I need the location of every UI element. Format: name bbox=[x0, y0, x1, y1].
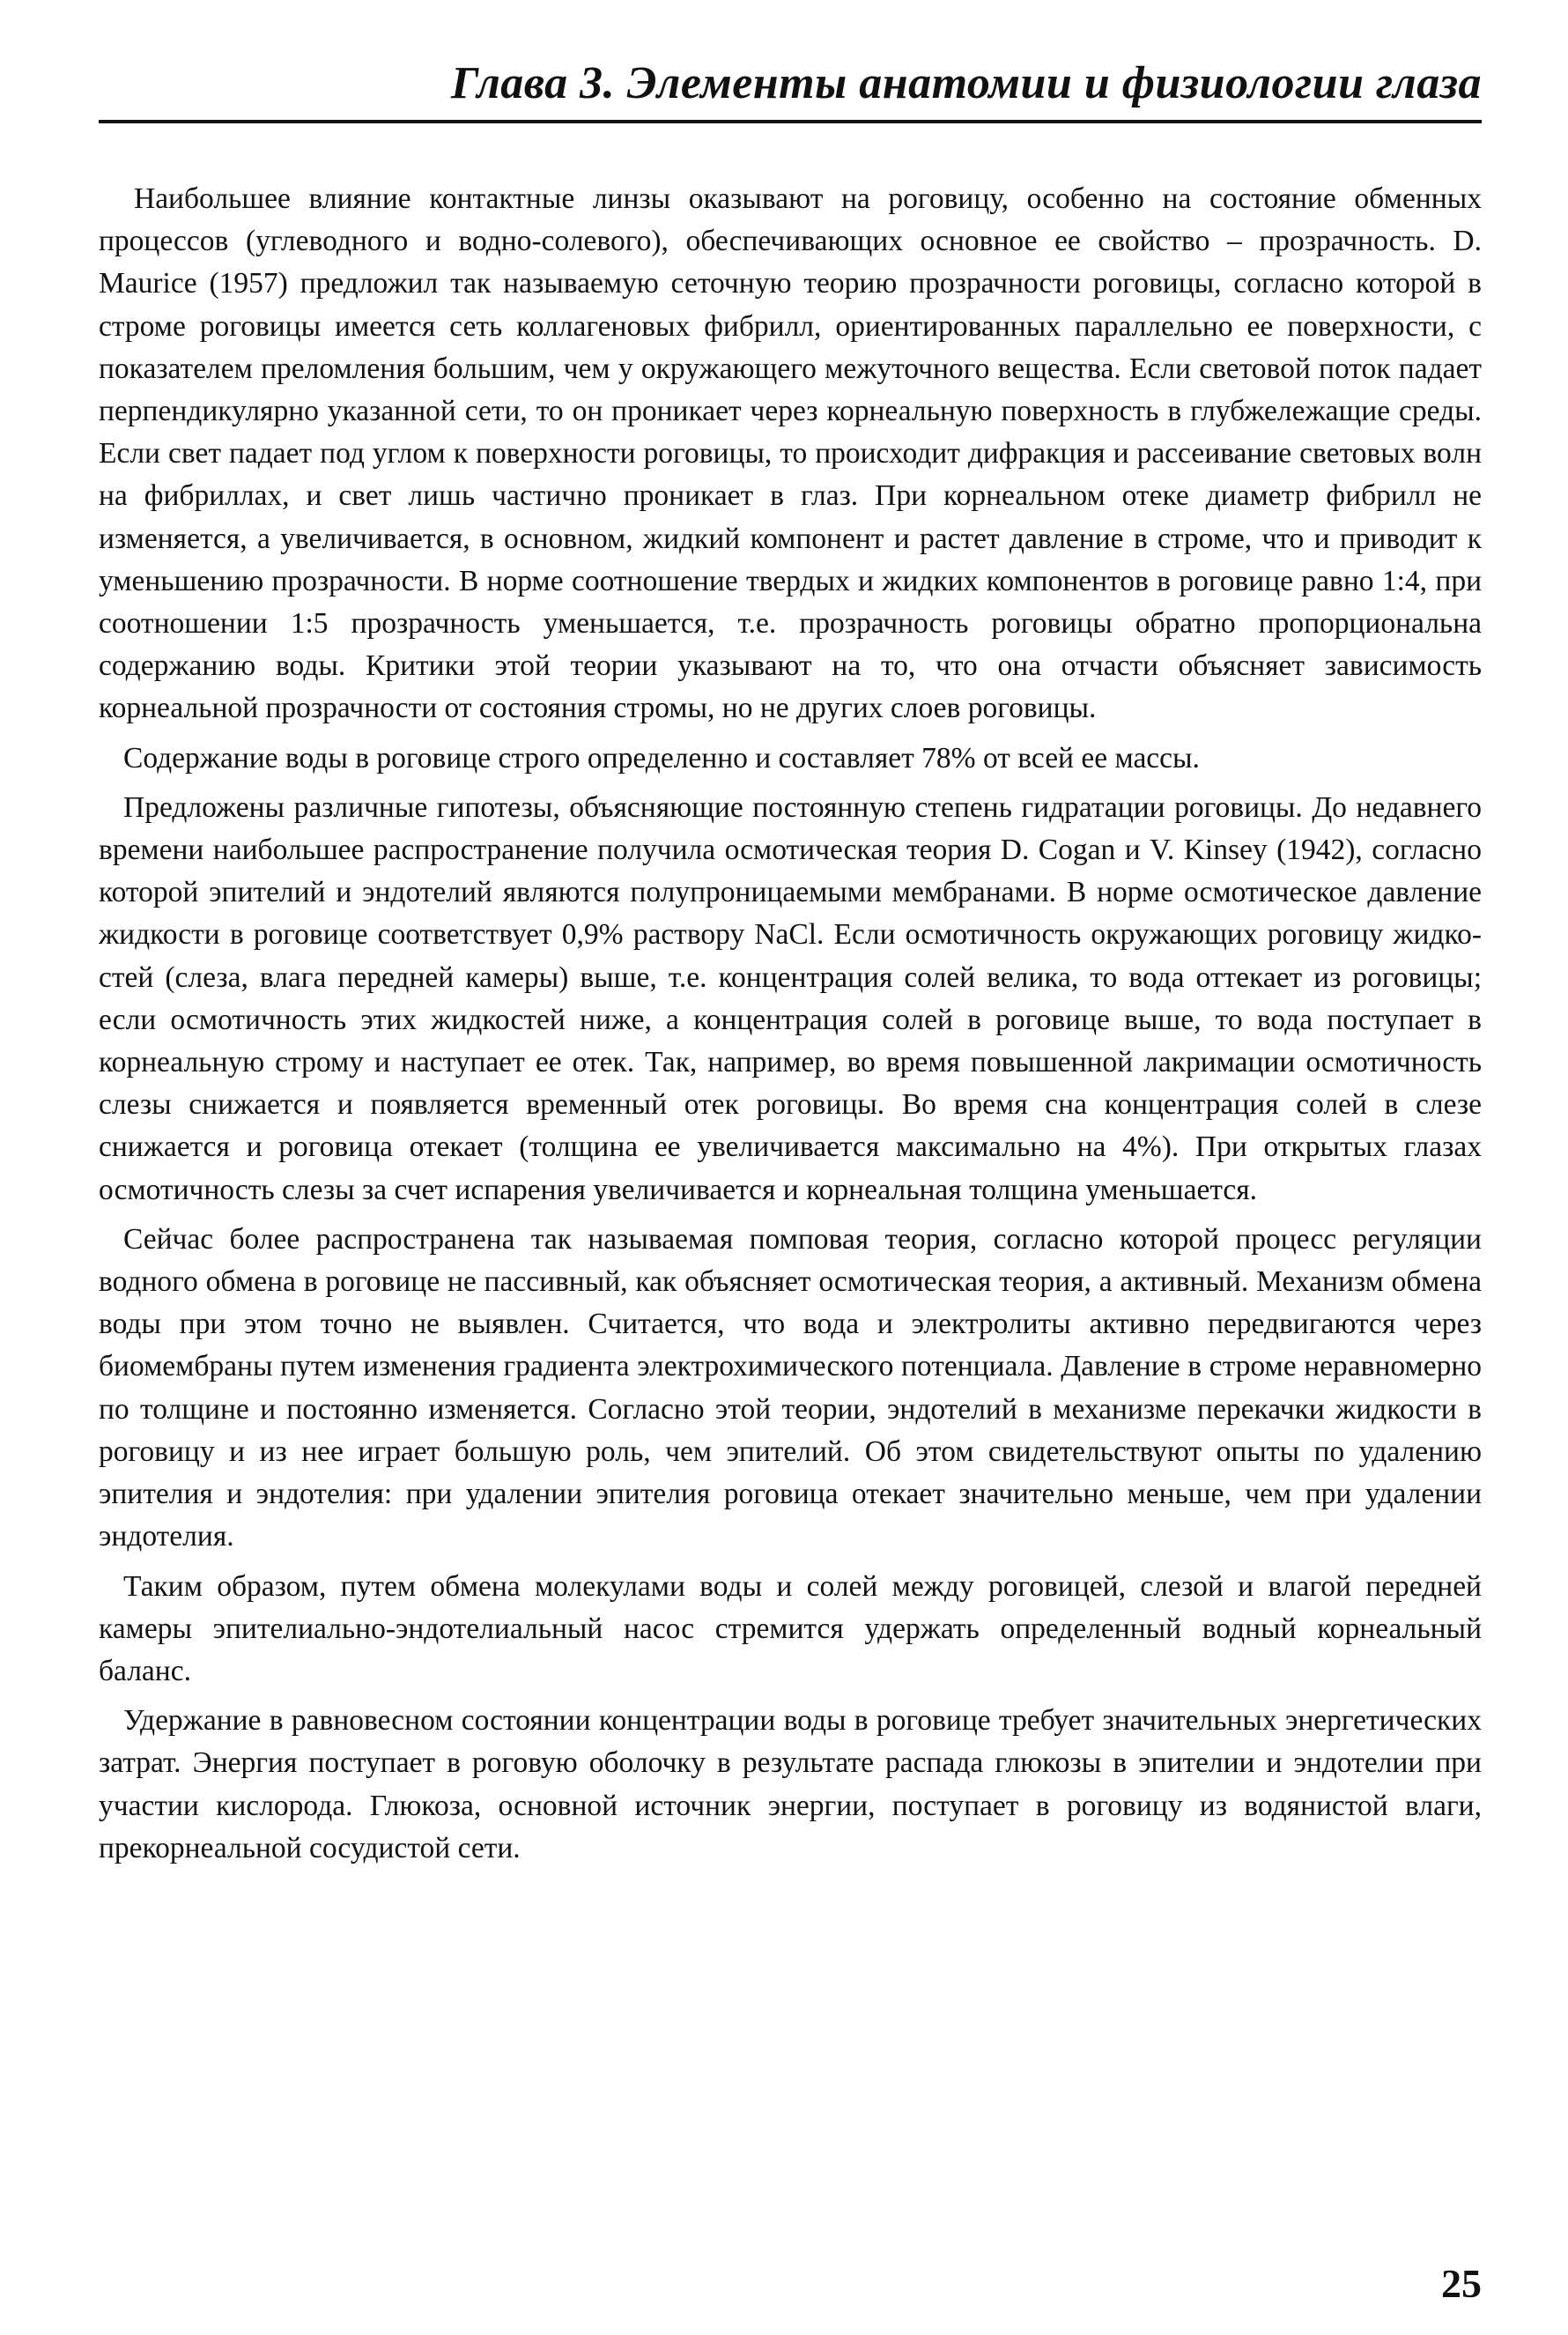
paragraph-6: Удержание в равновесном состоянии концентрации воды в роговице требует значительных энергетических затрат. Энергия поступает в роговую оболочку в результате распада глюкозы в эпителии и эндотелии при участии кислорода. Глюкоза, основной источник энергии, поступает в роговицу из водянистой влаги, прекорнеальной сосудистой сети. bbox=[99, 1704, 1482, 1864]
paragraph-2: Содержание воды в роговице строго определенно и составляет 78% от всей ее массы. bbox=[123, 741, 1200, 775]
paragraph-5: Таким образом, путем обмена молекулами воды и солей между роговицей, слезой и влагой передней камеры эпителиально-эндотелиальный насос стремится удержать определенный водный корнеальный баланс. bbox=[99, 1569, 1482, 1687]
body-text bbox=[99, 178, 1482, 1870]
header-rule bbox=[99, 120, 1482, 123]
paragraph-1: Наибольшее влияние контактные линзы оказывают на роговицу, особенно на состояние обменных процессов (углеводного и водно-солевого), обеспечивающих основное ее свойство – прозрачность. D. Maurice (1957) предложил так называемую сеточную теорию прозрачности роговицы, согласно которой в строме роговицы имеется сеть коллагеновых фибрилл, ориентированных параллельно ее поверхности, с показателем преломления большим, чем у окружающего межуточного вещества. Если световой поток падает перпендикулярно указанной сети, то он проникает через корнеальную поверхность в глубжележащие среды. Если свет падает под углом к поверхности роговицы, то происходит дифракция и рассеивание световых волн на фибриллах, и свет лишь частично проникает в глаз. При корнеальном отеке диаметр фибрилл не изменяется, а увеличивается, в основном, жидкий компонент и растет давление в строме, что и приводит к уменьшению прозрачности. В норме соотношение твердых и жидких компонентов в роговице равно 1:4, при соотношении 1:5 прозрачность уменьшается, т.е. прозрачность роговицы обратно пропорциональна содержанию воды. Критики этой теории указывают на то, что она отчасти объясняет зависимость корнеальной прозрачности от состояния стромы, но не других слоев роговицы. bbox=[99, 182, 1482, 725]
paragraph-4: Сейчас более распространена так называемая помповая теория, согласно которой процесс регуляции водного обмена в роговице не пассивный, как объясняет осмотическая теория, а активный. Механизм обмена воды при этом точно не выявлен. Считается, что вода и электролиты активно передвигаются через биомембраны путем изменения градиента электрохимического потенциала. Давление в строме неравномерно по толщине и постоянно изменяется. Согласно этой теории, эндотелий в механизме перекачки жидкости в роговицу и из нее играет большую роль, чем эпителий. Об этом свидетельствуют опыты по удалению эпителия и эндотелия: при удалении эпителия роговица отекает значительно меньше, чем при удалении эндотелия. bbox=[99, 1222, 1482, 1553]
book-page bbox=[99, 53, 1482, 2309]
paragraph-3: Предложены различные гипотезы, объясняющие постоянную степень гидратации роговицы. До недавнего времени наибольшее распространение получила осмотическая теория D. Cogan и V. Kinsey (1942), согласно которой эпителий и эндотелий являются полупроницаемыми мембранами. В норме осмотическое давление жидкости в роговице соответствует 0,9% раствору NaCl. Если осмотичность окружающих роговицу жидкостей (слеза, влага передней камеры) выше, т.е. концентрация солей велика, то вода оттекает из роговицы; если осмотичность этих жидкостей ниже, а концентрация солей в роговице выше, то вода поступает в корнеальную строму и наступает ее отек. Так, например, во время повышенной лакримации осмотичность слезы снижается и появляется временный отек роговицы. Во время сна концентрация солей в слезе снижается и роговица отекает (толщина ее увеличивается максимально на 4%). При открытых глазах осмотичность слезы за счет испарения увеличивается и корнеальная толщина уменьшается. bbox=[99, 790, 1482, 1206]
running-header: Глава 3. Элементы анатомии и физиологии глаза bbox=[450, 58, 1482, 108]
page-number: 25 bbox=[1441, 2261, 1482, 2306]
